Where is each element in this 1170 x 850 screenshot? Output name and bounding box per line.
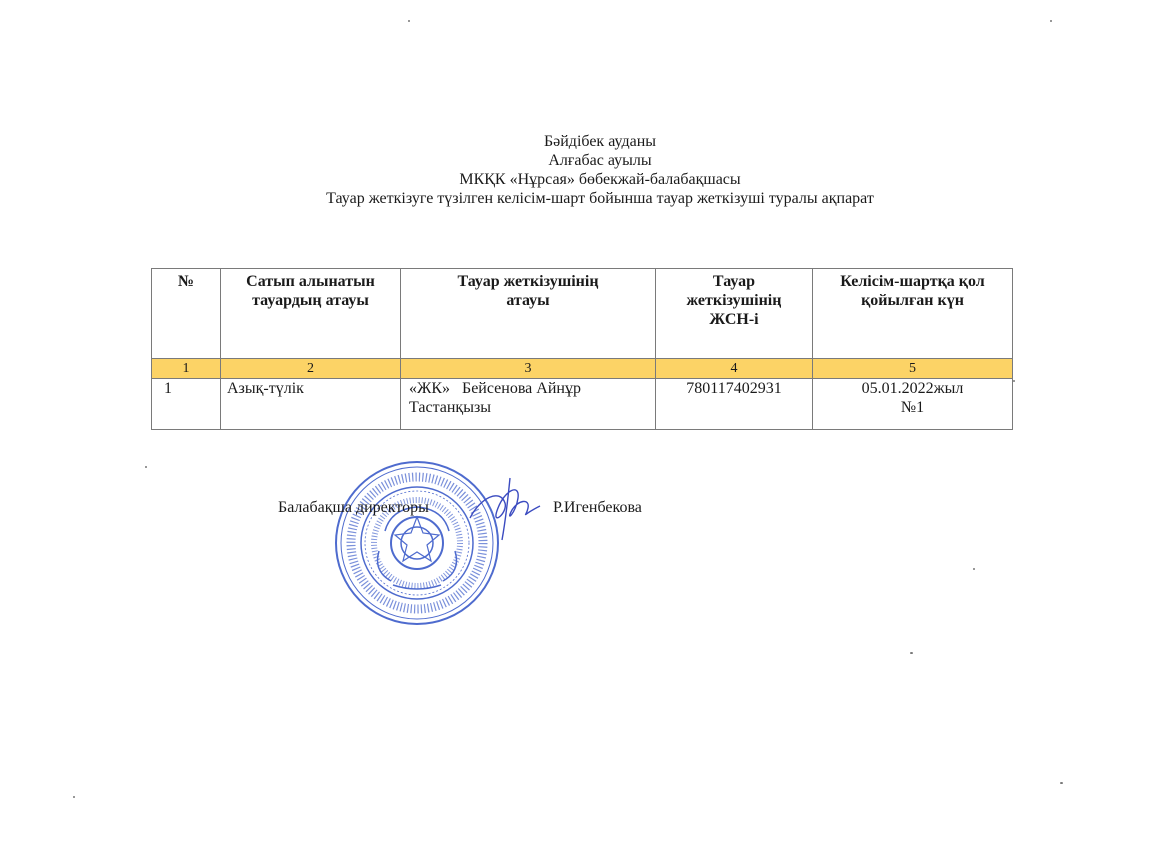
document-title: Тауар жеткізуге түзілген келісім-шарт бойынша тауар жеткізуші туралы ақпарат [326,190,874,207]
director-position: Балабақша директоры [278,499,429,516]
column-number: 5 [813,359,1013,379]
column-number-row [152,359,1013,379]
district-name: Бәйдібек ауданы [543,133,657,150]
column-header-iin: Тауар жеткізушінің ЖСН-і [656,269,813,359]
scan-speck [910,652,913,654]
village-name: Алғабас ауылы [548,152,652,169]
cell-iin: 780117402931 [656,379,813,430]
scan-speck [1060,782,1063,784]
scan-speck [73,796,75,798]
column-header-product: Сатып алынатын тауардың атауы [221,269,401,359]
supplier-info-table [151,268,1013,430]
table-header-row [152,269,1013,359]
column-number: 3 [401,359,656,379]
scan-speck [1013,380,1015,382]
cell-product: Азық-түлік [221,379,401,430]
cell-date [813,379,1013,430]
scan-speck [973,568,975,570]
document-header [0,132,1170,208]
column-header-number: № [152,269,221,359]
cell-number: 1 [152,379,221,430]
column-header-date: Келісім-шартқа қол қойылған күн [813,269,1013,359]
column-number: 4 [656,359,813,379]
contract-number: №1 [900,399,925,416]
column-number: 1 [152,359,221,379]
director-name: Р.Игенбекова [553,499,642,516]
scan-speck [1050,20,1052,22]
scan-speck [145,466,147,468]
contract-date: 05.01.2022жыл [861,380,964,397]
organization-name: МКҚК «Нұрсая» бөбекжай-балабақшасы [459,171,741,188]
cell-supplier: «ЖК» Бейсенова Айнұр Тастанқызы [401,379,656,430]
scan-speck [408,20,410,22]
table-row [152,379,1013,430]
column-number: 2 [221,359,401,379]
column-header-supplier: Тауар жеткізушінің атауы [401,269,656,359]
handwritten-signature-icon [450,468,560,543]
